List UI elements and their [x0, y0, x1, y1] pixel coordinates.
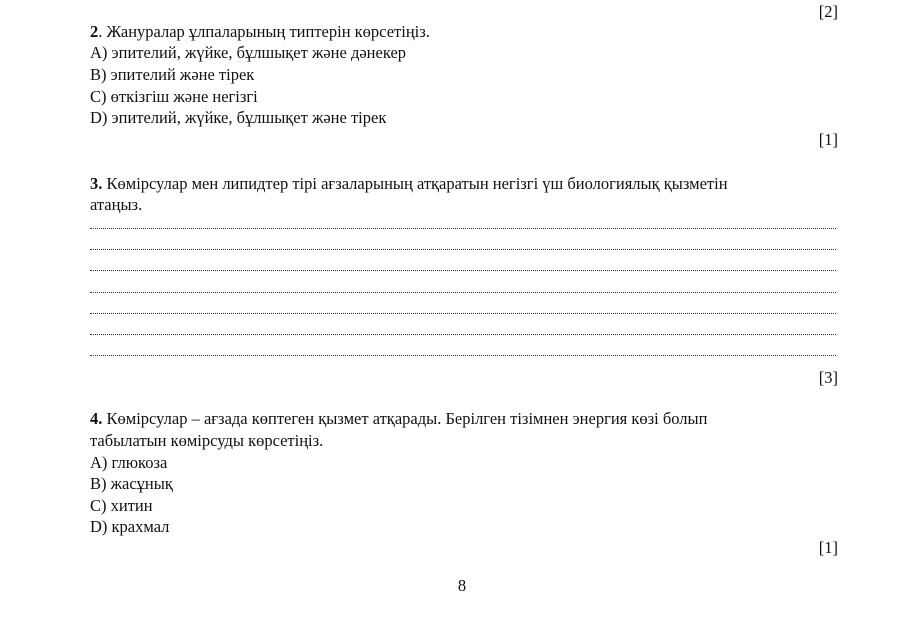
question-4-number: 4.: [90, 409, 103, 428]
answer-line-7[interactable]: [90, 355, 836, 356]
answer-line-5[interactable]: [90, 313, 836, 314]
question-4-option-a: A) глюкоза: [90, 453, 168, 472]
question-2-option-c: C) өткізгіш және негізгі: [90, 87, 258, 106]
question-4-marks: [1]: [818, 538, 838, 557]
question-4-text-line2: табылатын көмірсуды көрсетіңіз.: [90, 431, 324, 450]
question-2-option-a: A) эпителий, жүйке, бұлшықет және дәнекер: [90, 43, 407, 62]
answer-line-6[interactable]: [90, 334, 836, 335]
question-4-option-d: D) крахмал: [90, 517, 170, 536]
page-number: 8: [457, 576, 467, 595]
question-4-title: [90, 409, 707, 429]
question-3-text-line1: Көмірсулар мен липидтер тірі ағзаларының атқаратын негізгі үш биологиялық қызметін: [102, 174, 728, 193]
question-2-option-d: D) эпителий, жүйке, бұлшықет және тірек: [90, 108, 387, 127]
question-3-text-line2: атаңыз.: [90, 195, 143, 214]
question-4-text-line1: Көмірсулар – ағзада көптеген қызмет атқарады. Берілген тізімнен энергия көзі болып: [102, 409, 708, 428]
answer-line-3[interactable]: [90, 270, 836, 271]
q1-marks: [2]: [818, 2, 838, 21]
answer-line-1[interactable]: [90, 228, 836, 229]
question-2-marks: [1]: [818, 130, 838, 149]
question-4-option-b: B) жасұнық: [90, 474, 173, 493]
question-4-option-c: C) хитин: [90, 496, 153, 515]
question-3-title: [90, 174, 728, 194]
question-3-number: 3.: [90, 174, 103, 193]
answer-line-4[interactable]: [90, 292, 836, 293]
answer-line-2[interactable]: [90, 249, 836, 250]
question-3-marks: [3]: [818, 368, 838, 387]
question-2-title: [90, 22, 430, 42]
question-2-text: . Жануралар ұлпаларының типтерін көрсетіңіз.: [98, 22, 430, 41]
question-2-option-b: B) эпителий және тірек: [90, 65, 255, 84]
question-2-number: 2: [90, 22, 99, 41]
